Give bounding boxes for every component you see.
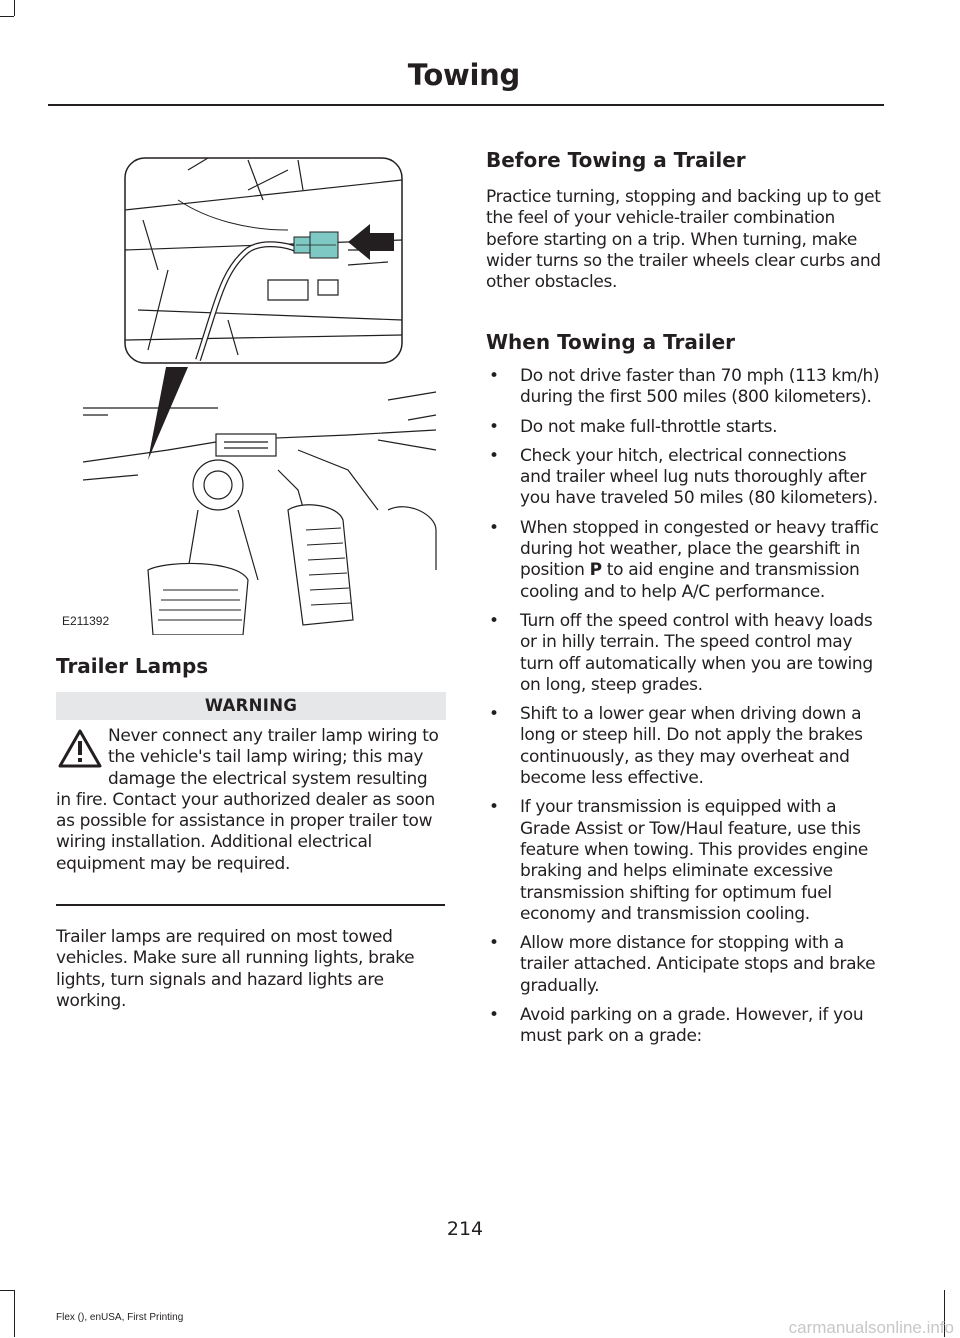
page-header-title: Towing xyxy=(407,58,520,92)
crop-mark xyxy=(0,1290,14,1291)
section-heading-before-towing: Before Towing a Trailer xyxy=(486,148,746,172)
section-heading-trailer-lamps: Trailer Lamps xyxy=(56,654,209,678)
callout-wedge xyxy=(148,367,188,460)
header-divider xyxy=(48,104,884,106)
figure-id: E211392 xyxy=(62,614,110,628)
trailer-lamps-paragraph: Trailer lamps are required on most towed vehicles. Make sure all running lights, brake lights, turn signals and hazard lights are working. xyxy=(56,927,415,1011)
warning-text: Never connect any trailer lamp wiring to the vehicle's tail lamp wiring; this may damage the electrical system resulting in fire. Contact your authorized dealer as soon as possible for assistance in proper trailer tow wiring installation. Additional electrical equipment may be required. xyxy=(56,726,439,874)
list-item: • Do not drive faster than 70 mph (113 km/h) during the first 500 miles (800 kilometers). xyxy=(489,366,880,408)
warning-divider xyxy=(56,904,445,906)
connector-detail-inset xyxy=(125,158,402,363)
crop-mark xyxy=(0,16,14,17)
watermark: carmanualsonline.info xyxy=(788,1318,954,1337)
list-item: • Check your hitch, electrical connections and trailer wheel lug nuts thoroughly after you have traveled 50 miles (80 kilometers). xyxy=(489,445,878,509)
towing-tips-list xyxy=(486,366,882,1056)
list-item: • Turn off the speed control with heavy loads or in hilly terrain. The speed control may turn off automatically when you are towing on long, steep grades. xyxy=(489,610,873,695)
list-item: • When stopped in congested or heavy traffic during hot weather, place the gearshift in position P to aid engine and transmission cooling and to help A/C performance. xyxy=(489,517,879,602)
trailer-wiring-connector-illustration xyxy=(48,150,448,635)
list-item: • If your transmission is equipped with a Grade Assist or Tow/Haul feature, use this feature when towing. This provides engine braking and helps eliminate excessive transmission shifting for optimum fuel economy and transmission cooling. xyxy=(489,797,869,924)
crop-mark xyxy=(14,1290,15,1337)
warning-label: WARNING xyxy=(56,692,446,720)
list-item: • Allow more distance for stopping with a trailer attached. Anticipate stops and brake gradually. xyxy=(489,933,876,996)
warning-text-block xyxy=(56,726,446,875)
before-towing-paragraph: Practice turning, stopping and backing up to get the feel of your vehicle-trailer combination before starting on a trip. When turning, make wider turns so the trailer wheels clear curbs and other obstacles. xyxy=(486,187,881,293)
footer-edition: Flex (), enUSA, First Printing xyxy=(56,1312,184,1323)
page-number: 214 xyxy=(446,1218,484,1240)
list-item: • Shift to a lower gear when driving down a long or steep hill. Do not apply the brakes continuously, as they may overheat and become less effective. xyxy=(489,704,863,789)
section-heading-when-towing: When Towing a Trailer xyxy=(486,330,736,354)
crop-mark xyxy=(14,0,15,16)
list-item: • Do not make full-throttle starts. xyxy=(489,416,778,437)
list-item: • Avoid parking on a grade. However, if you must park on a grade: xyxy=(489,1005,864,1047)
